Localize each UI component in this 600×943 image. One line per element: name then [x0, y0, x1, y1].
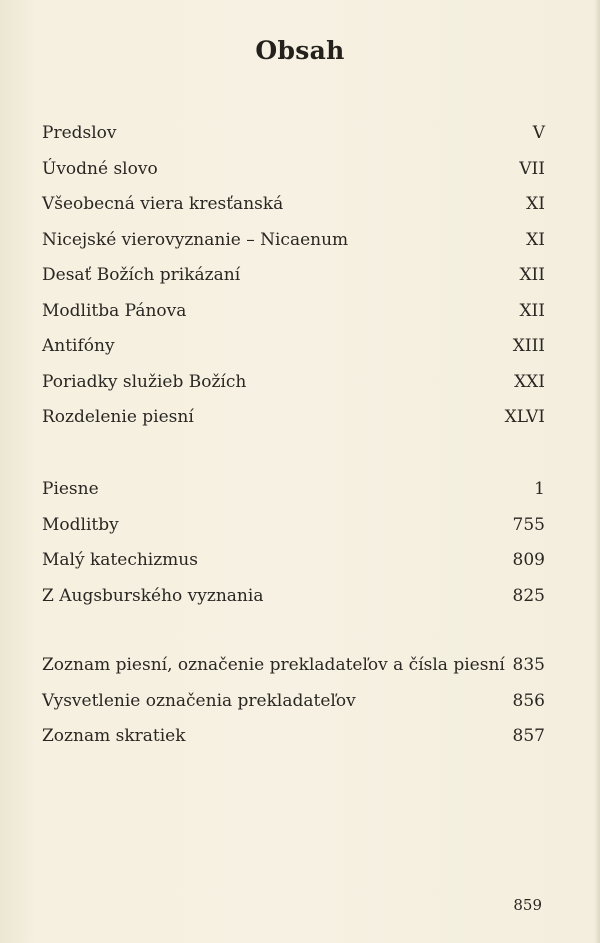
- toc-entry: [42, 579, 545, 615]
- toc-entry-page: XI: [526, 229, 545, 250]
- toc-entry: [42, 400, 545, 436]
- toc-entry-page: XXI: [514, 371, 545, 392]
- toc-entry-label: Malý katechizmus: [42, 550, 198, 570]
- toc-entry: [42, 719, 545, 755]
- toc-entry-page: 857: [512, 726, 545, 746]
- toc-entry: [42, 543, 545, 579]
- toc-entry-page: 1: [534, 479, 545, 499]
- page-title: Obsah: [255, 36, 345, 65]
- toc-entry: [42, 472, 545, 508]
- toc-entry: [42, 508, 545, 544]
- toc-entry-page: 755: [512, 514, 545, 535]
- toc-entry: [42, 116, 545, 152]
- toc-entry-page: XII: [519, 265, 545, 285]
- toc-entry-page: XIII: [512, 336, 545, 356]
- toc-section-main: [42, 472, 545, 614]
- toc-entry-label: Piesne: [42, 479, 99, 499]
- toc-entry-page: V: [532, 123, 545, 143]
- toc-entry-label: Modlitby: [42, 514, 119, 535]
- toc-entry-label: Modlitba Pánova: [42, 300, 187, 321]
- toc-entry-label: Zoznam skratiek: [42, 726, 186, 746]
- toc-entry-label: Predslov: [42, 123, 117, 143]
- toc-entry-label: Všeobecná viera kresťanská: [42, 194, 284, 214]
- toc-entry: [42, 223, 545, 259]
- toc-entry-page: 835: [512, 655, 545, 675]
- toc-section-front-matter: [42, 116, 545, 436]
- toc-entry-page: XI: [526, 194, 545, 214]
- toc-entry-page: 856: [512, 690, 545, 711]
- toc-entry-label: Poriadky služieb Božích: [42, 371, 247, 392]
- toc-entry: [42, 294, 545, 330]
- toc-entry: [42, 258, 545, 294]
- page-edge-shadow: [594, 0, 600, 943]
- toc-entry-page: XLVI: [504, 407, 545, 427]
- toc-entry-label: Vysvetlenie označenia prekladateľov: [42, 690, 356, 711]
- toc-entry: [42, 152, 545, 188]
- toc-entry-label: Antifóny: [42, 336, 115, 356]
- toc-entry-label: Z Augsburského vyznania: [42, 585, 264, 606]
- toc-entry-label: Desať Božích prikázaní: [42, 265, 241, 285]
- toc-entry: [42, 365, 545, 401]
- toc-entry-page: XII: [519, 300, 545, 321]
- toc-section-back-matter: [42, 648, 545, 755]
- toc-entry-page: 809: [512, 550, 545, 570]
- toc-entry-page: 825: [512, 585, 545, 606]
- page-number: 859: [513, 896, 542, 914]
- toc-entry: [42, 648, 545, 684]
- toc-entry-page: VII: [519, 158, 545, 179]
- toc-entry: [42, 187, 545, 223]
- toc-entry: [42, 684, 545, 720]
- toc-entry-label: Zoznam piesní, označenie prekladateľov a čísla piesní: [42, 655, 505, 675]
- toc-entry: [42, 329, 545, 365]
- toc-entry-label: Nicejské vierovyznanie – Nicaenum: [42, 229, 349, 250]
- toc-entry-label: Rozdelenie piesní: [42, 407, 194, 427]
- toc-entry-label: Úvodné slovo: [42, 158, 158, 179]
